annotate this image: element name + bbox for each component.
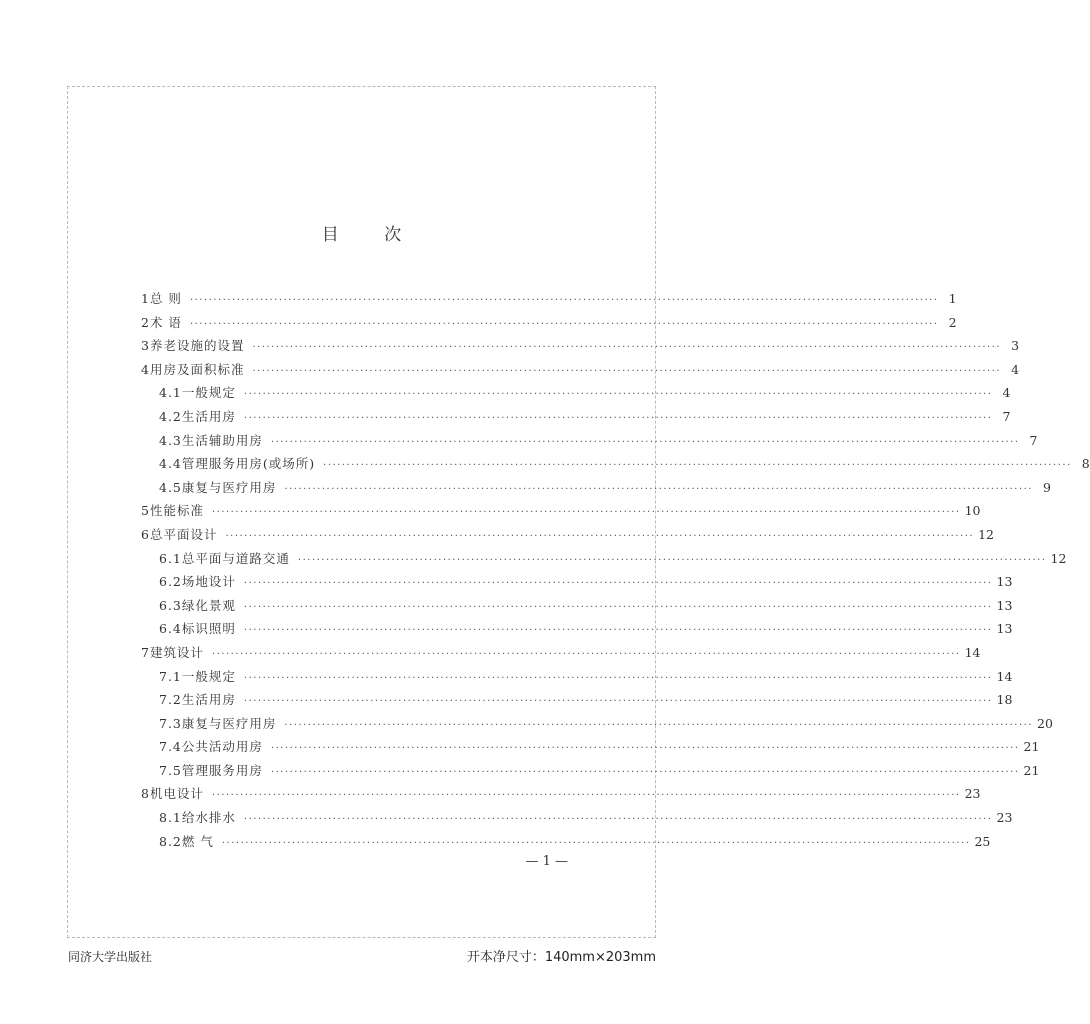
toc-entry-number: 7 bbox=[141, 644, 150, 660]
publisher-label: 同济大学出版社 bbox=[68, 950, 153, 964]
toc-entry[interactable] bbox=[141, 407, 1011, 431]
toc-entry-label: 生活用房 bbox=[181, 692, 236, 708]
toc-entry-number: 4.4 bbox=[159, 456, 182, 472]
toc-entry[interactable] bbox=[141, 572, 1013, 596]
toc-leader-dots: ································································································································································ bbox=[243, 814, 993, 826]
toc-entry-label: 养老设施的设置 bbox=[149, 338, 245, 354]
toc-entry-page: 23 bbox=[964, 786, 981, 802]
toc-leader-dots: ································································································································································ bbox=[252, 342, 1002, 354]
toc-entry-label: 性能标准 bbox=[149, 503, 204, 519]
toc-leader-dots: ································································································································································ bbox=[252, 365, 1002, 377]
toc-leader-dots: ································································································································································ bbox=[189, 318, 939, 330]
toc-entry[interactable] bbox=[141, 336, 1020, 360]
toc-entry-label: 建筑设计 bbox=[149, 644, 204, 660]
toc-entry-label: 用房及面积标准 bbox=[149, 361, 245, 377]
toc-entry-number: 4.3 bbox=[159, 432, 182, 448]
toc-entry-page: 12 bbox=[978, 526, 994, 542]
toc-leader-dots: ································································································································································ bbox=[323, 460, 1072, 472]
toc-entry-number: 3 bbox=[141, 338, 150, 354]
toc-leader-dots: ································································································································································ bbox=[284, 483, 1033, 495]
toc-entry-label: 总平面与道路交通 bbox=[181, 550, 290, 566]
toc-entry[interactable] bbox=[141, 808, 1013, 832]
toc-entry-label: 一般规定 bbox=[181, 668, 236, 684]
toc-entry-label: 康复与医疗用房 bbox=[181, 715, 277, 731]
toc-entry-label: 管理服务用房 bbox=[181, 762, 263, 778]
toc-entry-number: 1 bbox=[141, 291, 150, 306]
toc-entry-page: 25 bbox=[974, 833, 991, 849]
toc-entry-number: 7.3 bbox=[159, 715, 182, 731]
toc-leader-dots: ································································································································································ bbox=[297, 554, 1047, 566]
toc-entry-number: 8.2 bbox=[159, 833, 182, 849]
toc-entry-page: 20 bbox=[1037, 715, 1053, 731]
toc-entry-page: 23 bbox=[996, 810, 1013, 826]
toc-leader-dots: ································································································································································ bbox=[243, 389, 993, 401]
toc-leader-dots: ································································································································································ bbox=[211, 790, 961, 802]
toc-entry-label: 生活辅助用房 bbox=[181, 432, 263, 448]
toc-leader-dots: ································································································································································ bbox=[225, 530, 975, 542]
toc-entry[interactable] bbox=[141, 832, 991, 856]
toc-entry-label: 康复与医疗用房 bbox=[181, 479, 277, 495]
toc-entry[interactable] bbox=[141, 714, 1053, 738]
toc-leader-dots: ································································································································································ bbox=[211, 648, 961, 660]
toc-entry-label: 给水排水 bbox=[181, 810, 236, 826]
toc-entry[interactable] bbox=[141, 383, 1011, 407]
toc-entry[interactable] bbox=[141, 501, 981, 525]
toc-entry-number: 4.2 bbox=[159, 408, 182, 424]
toc-entry-number: 7.2 bbox=[159, 692, 182, 708]
toc-entry-page: 21 bbox=[1023, 762, 1040, 778]
toc-entry-page: 14 bbox=[996, 668, 1013, 684]
toc-entry[interactable] bbox=[141, 737, 1040, 761]
toc-leader-dots: ································································································································································ bbox=[243, 696, 993, 708]
toc-leader-dots: ································································································································································ bbox=[284, 719, 1033, 731]
toc-entry-label: 生活用房 bbox=[181, 408, 236, 424]
toc-entry-number: 6.1 bbox=[159, 550, 182, 566]
toc-leader-dots: ································································································································································ bbox=[270, 743, 1020, 755]
toc-entry-number: 6.2 bbox=[159, 574, 182, 590]
toc-entry[interactable] bbox=[141, 596, 1013, 620]
toc-entry-page: 21 bbox=[1023, 739, 1040, 755]
toc-entry-page: 10 bbox=[964, 503, 981, 519]
toc-entry-page: 7 bbox=[1029, 432, 1038, 448]
toc-leader-dots: ································································································································································ bbox=[221, 837, 971, 849]
toc-leader-dots: ································································································································································ bbox=[189, 295, 939, 306]
toc-entry-label: 燃 气 bbox=[181, 833, 214, 849]
toc-entry-page: 4 bbox=[1011, 361, 1020, 377]
toc-entry-label: 管理服务用房(或场所) bbox=[181, 456, 316, 472]
toc-entry[interactable] bbox=[141, 454, 1090, 478]
toc-entry-number: 8.1 bbox=[159, 810, 182, 826]
toc-entry-page: 13 bbox=[996, 597, 1013, 613]
toc-leader-dots: ································································································································································ bbox=[211, 507, 961, 519]
toc-entry-page: 8 bbox=[1081, 456, 1090, 472]
toc-entry-page: 13 bbox=[996, 621, 1013, 637]
toc-entry-page: 4 bbox=[1002, 385, 1011, 401]
toc-entry-page: 7 bbox=[1002, 408, 1011, 424]
toc-entry-number: 2 bbox=[141, 314, 150, 330]
toc-entry[interactable] bbox=[141, 761, 1040, 785]
toc-entry[interactable] bbox=[141, 667, 1013, 691]
table-of-contents bbox=[141, 289, 1090, 855]
toc-entry[interactable] bbox=[141, 619, 1013, 643]
page-size-label: 开本净尺寸：140mm×203mm bbox=[466, 950, 656, 965]
toc-leader-dots: ································································································································································ bbox=[270, 766, 1020, 778]
toc-entry-page: 14 bbox=[964, 644, 981, 660]
toc-entry-label: 绿化景观 bbox=[181, 597, 236, 613]
toc-leader-dots: ································································································································································ bbox=[243, 672, 993, 684]
toc-entry-label: 标识照明 bbox=[181, 621, 236, 637]
toc-entry-number: 8 bbox=[141, 786, 150, 802]
toc-leader-dots: ································································································································································ bbox=[243, 578, 993, 590]
toc-leader-dots: ································································································································································ bbox=[270, 436, 1020, 448]
toc-leader-dots: ································································································································································ bbox=[243, 625, 993, 637]
toc-leader-dots: ································································································································································ bbox=[243, 412, 993, 424]
toc-entry-page: 12 bbox=[1050, 550, 1067, 566]
toc-entry-number: 4 bbox=[141, 361, 150, 377]
toc-entry-number: 4.1 bbox=[159, 385, 182, 401]
toc-entry[interactable] bbox=[141, 690, 1013, 714]
toc-entry[interactable] bbox=[141, 643, 981, 667]
toc-entry[interactable] bbox=[141, 478, 1051, 502]
toc-entry-number: 5 bbox=[141, 503, 150, 519]
toc-entry-number: 7.5 bbox=[159, 762, 182, 778]
toc-entry-page: 1 bbox=[948, 291, 957, 306]
toc-leader-dots: ································································································································································ bbox=[243, 601, 993, 613]
toc-entry[interactable] bbox=[141, 360, 1020, 384]
toc-entry[interactable] bbox=[141, 549, 1067, 573]
toc-entry-label: 一般规定 bbox=[181, 385, 236, 401]
toc-entry-number: 6.4 bbox=[159, 621, 182, 637]
toc-entry[interactable] bbox=[141, 784, 981, 808]
toc-entry-number: 6.3 bbox=[159, 597, 182, 613]
toc-entry-label: 术 语 bbox=[149, 314, 182, 330]
toc-entry-page: 13 bbox=[996, 574, 1013, 590]
toc-entry[interactable] bbox=[141, 431, 1038, 455]
toc-entry[interactable] bbox=[141, 289, 957, 313]
toc-entry-label: 场地设计 bbox=[181, 574, 236, 590]
toc-entry-page: 18 bbox=[996, 692, 1013, 708]
toc-entry-page: 2 bbox=[948, 314, 957, 330]
page-number: — 1 — bbox=[525, 854, 568, 869]
toc-entry[interactable] bbox=[141, 525, 994, 549]
toc-entry-label: 公共活动用房 bbox=[181, 739, 263, 755]
toc-entry-number: 7.4 bbox=[159, 739, 182, 755]
toc-title: 目 次 bbox=[321, 225, 422, 245]
toc-entry-label: 机电设计 bbox=[149, 786, 204, 802]
toc-entry-page: 3 bbox=[1011, 338, 1020, 354]
toc-entry-label: 总 则 bbox=[149, 291, 182, 306]
toc-entry-page: 9 bbox=[1043, 479, 1051, 495]
toc-entry-number: 6 bbox=[141, 526, 150, 542]
toc-entry-label: 总平面设计 bbox=[149, 526, 218, 542]
toc-entry[interactable] bbox=[141, 313, 957, 337]
toc-entry-number: 4.5 bbox=[159, 479, 182, 495]
toc-entry-number: 7.1 bbox=[159, 668, 182, 684]
